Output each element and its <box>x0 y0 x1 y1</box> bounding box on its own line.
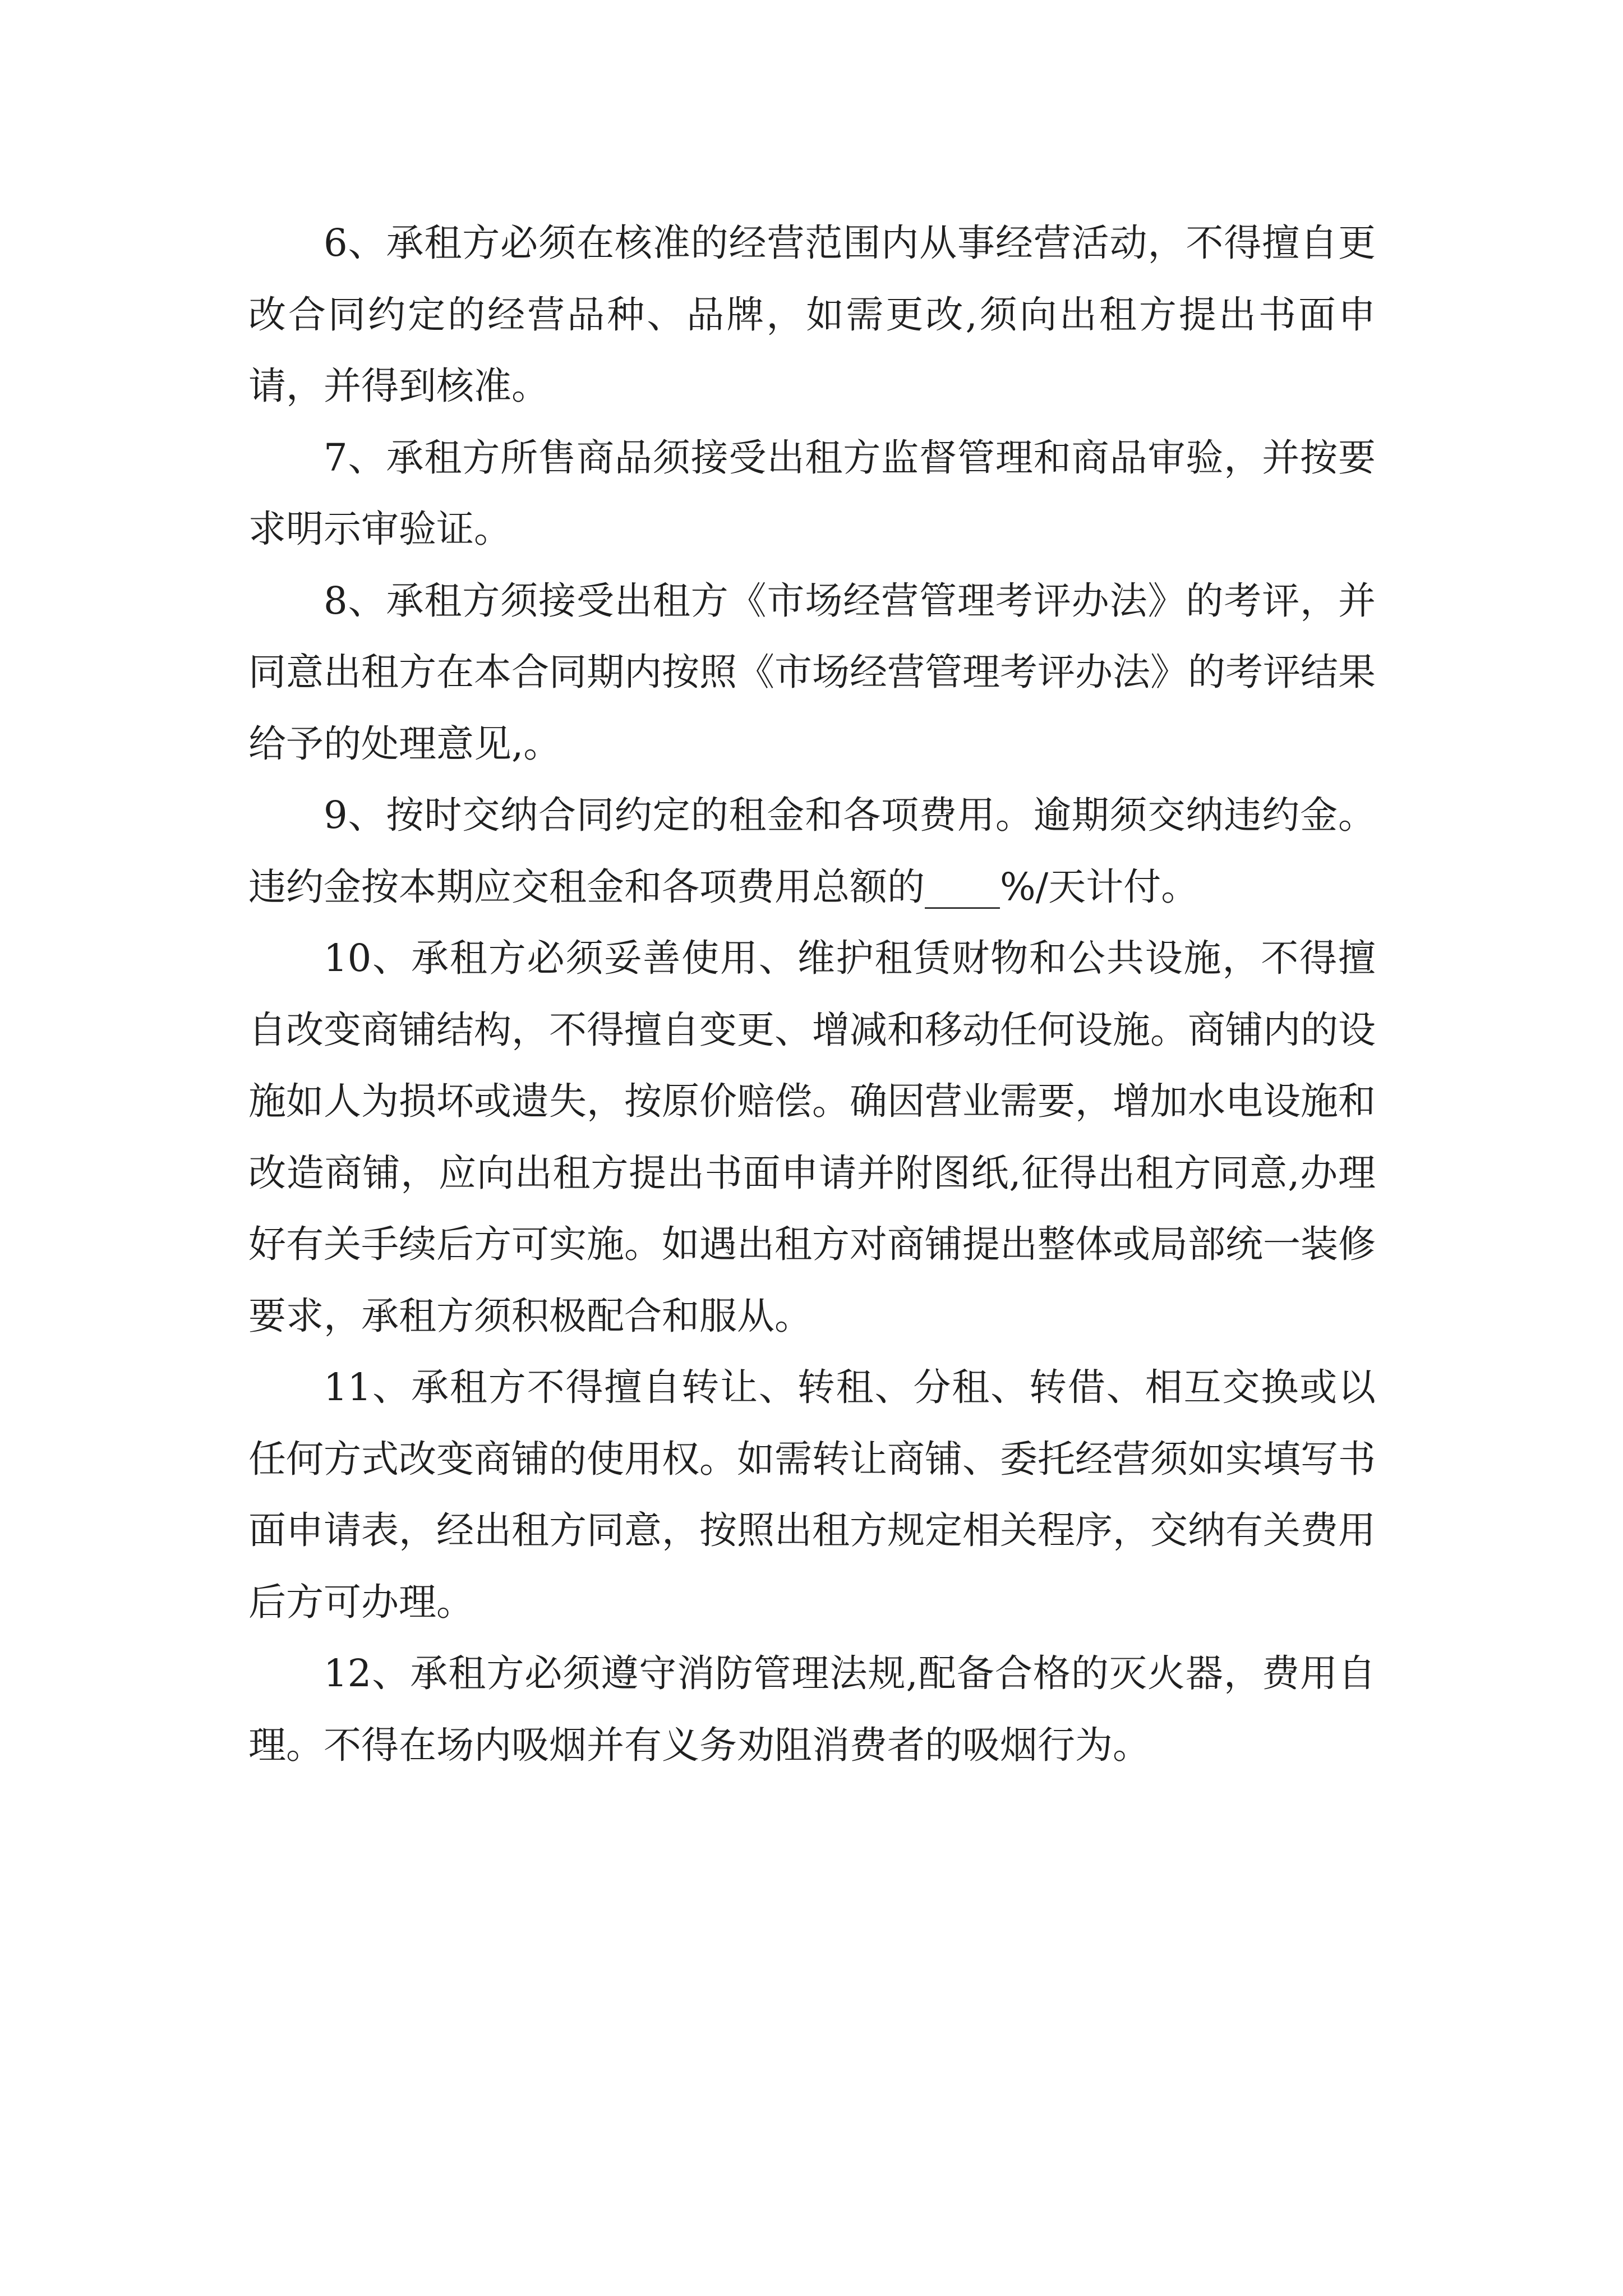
clause-9: 9、按时交纳合同约定的租金和各项费用。逾期须交纳违约金。违约金按本期应交租金和各项费用总额的____%/天计付。 <box>248 793 1376 909</box>
clause-12: 12、承租方必须遵守消防管理法规,配备合格的灭火器，费用自理。不得在场内吸烟并有义务劝阻消费者的吸烟行为。 <box>248 1651 1376 1767</box>
clause-8: 8、承租方须接受出租方《市场经营管理考评办法》的考评，并同意出租方在本合同期内按照《市场经营管理考评办法》的考评结果给予的处理意见,。 <box>248 578 1376 766</box>
clause-7: 7、承租方所售商品须接受出租方监督管理和商品审验，并按要求明示审验证。 <box>248 435 1376 551</box>
clause-10: 10、承租方必须妥善使用、维护租赁财物和公共设施，不得擅自改变商铺结构，不得擅自变更、增减和移动任何设施。商铺内的设施如人为损坏或遗失，按原价赔偿。确因营业需要，增加水电设施和改造商铺，应向出租方提出书面申请并附图纸,征得出租方同意,办理好有关手续后方可实施。如遇出租方对商铺提出整体或局部统一装修要求，承租方须积极配合和服从。 <box>248 936 1376 1338</box>
clause-11: 11、承租方不得擅自转让、转租、分租、转借、相互交换或以任何方式改变商铺的使用权。如需转让商铺、委托经营须如实填写书面申请表，经出租方同意，按照出租方规定相关程序，交纳有关费用后方可办理。 <box>248 1365 1376 1624</box>
contract-clauses <box>248 208 1376 1781</box>
clause-6: 6、承租方必须在核准的经营范围内从事经营活动，不得擅自更改合同约定的经营品种、品牌，如需更改,须向出租方提出书面申请，并得到核准。 <box>248 221 1376 408</box>
